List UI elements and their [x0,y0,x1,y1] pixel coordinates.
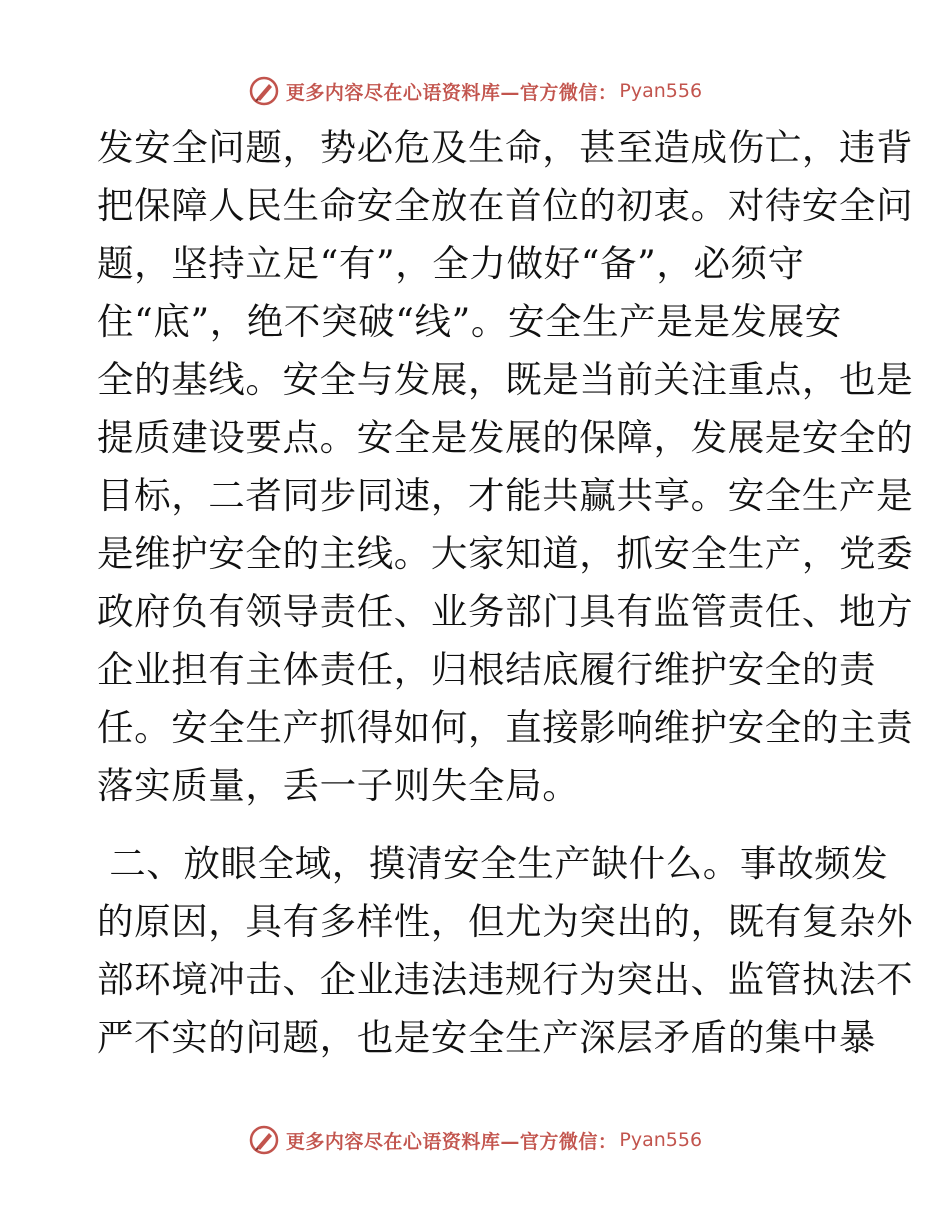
text-line: 目标，二者同步同速，才能共赢共享。安全生产是 [97,474,914,517]
paragraph-gap [97,815,857,835]
text-line: 把保障人民生命安全放在首位的初衷。对待安全问 [97,184,914,227]
watermark-text: 更多内容尽在心语资料库—官方微信： [285,81,618,104]
footer-watermark [0,1120,950,1160]
paragraph [97,835,914,1067]
text-line: 二、放眼全域，摸清安全生产缺什么。事故频发 [97,842,889,885]
text-line: 提质建设要点。安全是发展的保障，发展是安全的 [97,416,914,459]
text-line: 全的基线。安全与发展，既是当前关注重点，也是 [97,358,914,401]
document-body [97,119,914,1067]
text-line: 住“底”，绝不突破“线”。安全生产是是发展安 [97,300,842,343]
text-line: 严不实的问题，也是安全生产深层矛盾的集中暴 [97,1016,877,1059]
text-line: 部环境冲击、企业违法违规行为突出、监管执法不 [97,958,914,1001]
pen-logo-icon [248,1124,280,1156]
text-line: 的原因，具有多样性，但尤为突出的，既有复杂外 [97,900,914,943]
header-watermark [0,71,950,111]
watermark-contact: Pyan556 [619,1129,703,1151]
paragraph [97,119,914,815]
text-line: 任。安全生产抓得如何，直接影响维护安全的主责 [97,706,914,749]
text-line: 政府负有领导责任、业务部门具有监管责任、地方 [97,590,914,633]
text-line: 是维护安全的主线。大家知道，抓安全生产，党委 [97,532,914,575]
watermark-text: 更多内容尽在心语资料库—官方微信： [285,1130,618,1153]
watermark-contact: Pyan556 [619,80,703,102]
text-line: 企业担有主体责任，归根结底履行维护安全的责 [97,648,877,691]
text-line: 落实质量，丢一子则失全局。 [97,764,580,807]
text-line: 发安全问题，势必危及生命，甚至造成伤亡，违背 [97,126,914,169]
pen-logo-icon [248,75,280,107]
text-line: 题，坚持立足“有”，全力做好“备”，必须守 [97,242,805,285]
